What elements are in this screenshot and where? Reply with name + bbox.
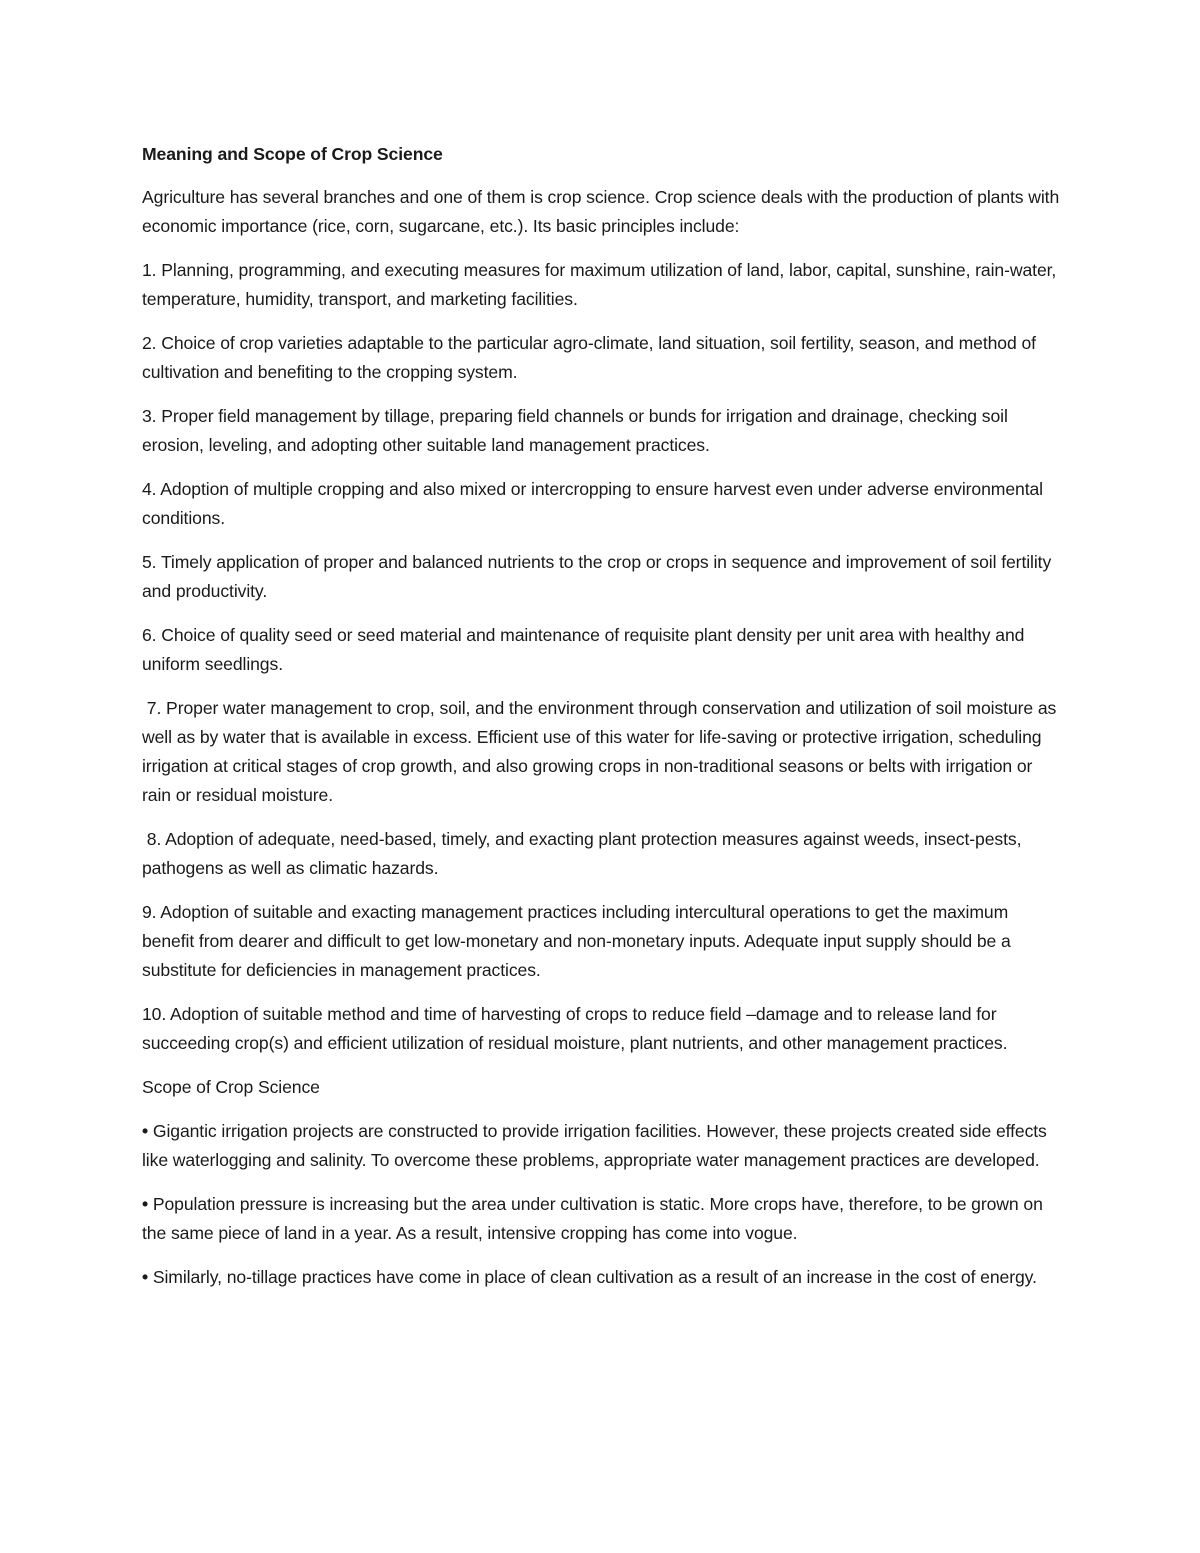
principle-8: 8. Adoption of adequate, need-based, timely, and exacting plant protection measures against weeds, insect-pests, pathogens as well as climatic hazards.: [142, 829, 1027, 878]
principle-7: 7. Proper water management to crop, soil, and the environment through conservation and utilization of soil moisture as well as by water that is available in excess. Efficient use of this water for life-saving or protective irrigation, scheduling irrigation at critical stages of crop growth, and also growing crops in non-traditional seasons or belts with irrigation or rain or residual moisture.: [142, 698, 1062, 805]
scope-item-text: Similarly, no-tillage practices have come in place of clean cultivation as a result of an increase in the cost of energy.: [152, 1267, 1037, 1287]
principle-2: 2. Choice of crop varieties adaptable to the particular agro-climate, land situation, soil fertility, season, and method of cultivation and benefiting to the cropping system.: [142, 333, 1036, 382]
principle-5: 5. Timely application of proper and balanced nutrients to the crop or crops in sequence and improvement of soil fertility and productivity.: [142, 552, 1052, 601]
intro-paragraph: Agriculture has several branches and one of them is crop science. Crop science deals with the production of plants with economic importance (rice, corn, sugarcane, etc.). Its basic principles include:: [142, 187, 1060, 236]
principle-10: 10. Adoption of suitable method and time of harvesting of crops to reduce field –damage and to release land for succeeding crop(s) and efficient utilization of residual moisture, plant nutrients, and other management practices.: [142, 1004, 1008, 1053]
scope-heading: Scope of Crop Science: [142, 1077, 320, 1097]
document-title: Meaning and Scope of Crop Science: [142, 144, 443, 164]
principle-1: 1. Planning, programming, and executing measures for maximum utilization of land, labor, capital, sunshine, rain-water, temperature, humidity, transport, and marketing facilities.: [142, 260, 1057, 309]
scope-item-text: Gigantic irrigation projects are constructed to provide irrigation facilities. However, these projects created side effects like waterlogging and salinity. To overcome these problems, appropriate water management practices are developed.: [142, 1121, 1047, 1170]
scope-item-2: [142, 1190, 1060, 1248]
principle-9: 9. Adoption of suitable and exacting management practices including intercultural operations to get the maximum benefit from dearer and difficult to get low-monetary and non-monetary inputs. Adequate input supply should be a substitute for deficiencies in management practices.: [142, 902, 1011, 980]
bullet-icon: •: [142, 1194, 149, 1214]
principle-6: 6. Choice of quality seed or seed material and maintenance of requisite plant density per unit area with healthy and uniform seedlings.: [142, 625, 1025, 674]
principle-4: 4. Adoption of multiple cropping and also mixed or intercropping to ensure harvest even under adverse environmental conditions.: [142, 479, 1043, 528]
principle-3: 3. Proper field management by tillage, preparing field channels or bunds for irrigation and drainage, checking soil erosion, leveling, and adopting other suitable land management practices.: [142, 406, 1008, 455]
bullet-icon: •: [142, 1121, 149, 1141]
scope-item-1: [142, 1117, 1060, 1175]
scope-item-text: Population pressure is increasing but the area under cultivation is static. More crops have, therefore, to be grown on the same piece of land in a year. As a result, intensive cropping has come into vogue.: [142, 1194, 1043, 1243]
document-page: [142, 140, 1060, 1307]
scope-item-3: [142, 1263, 1060, 1292]
bullet-icon: •: [142, 1267, 149, 1287]
